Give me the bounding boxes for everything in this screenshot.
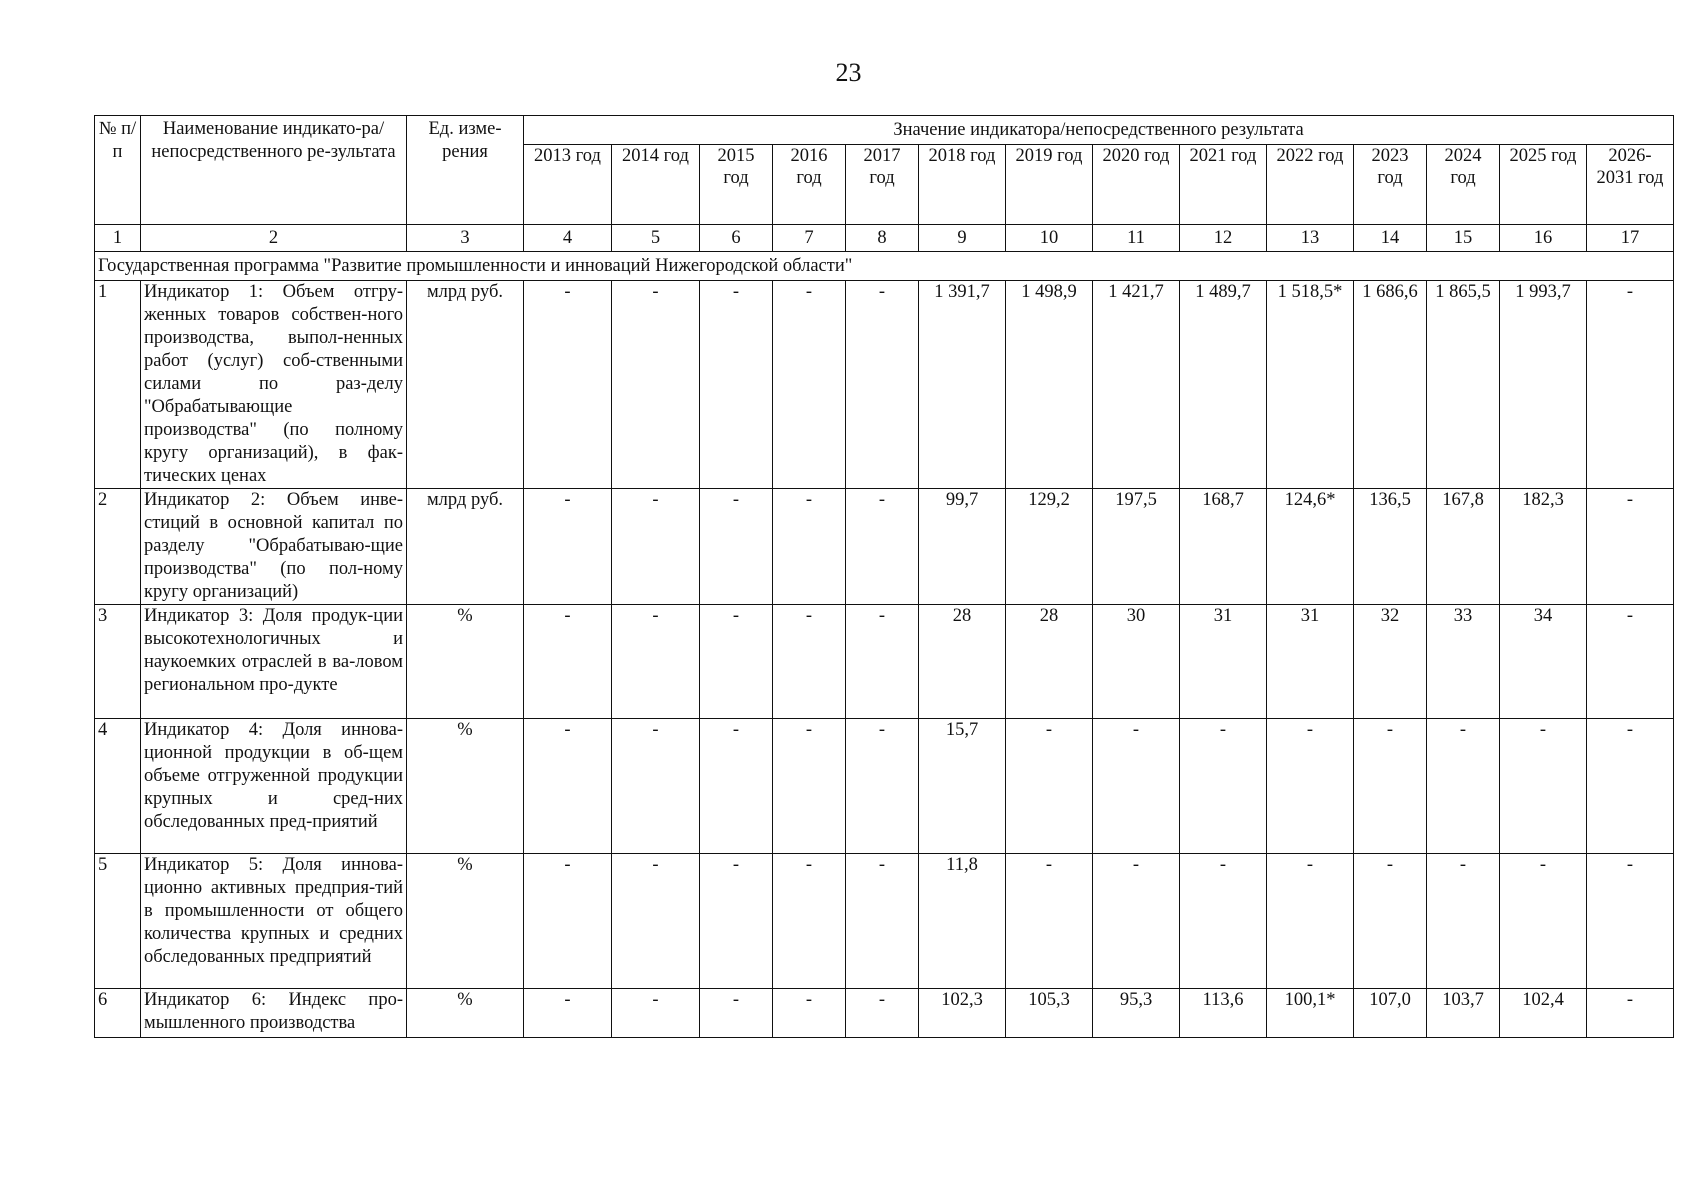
header-year: 2014 год xyxy=(612,145,700,225)
header-year: 2015 год xyxy=(700,145,773,225)
header-year: 2017 год xyxy=(846,145,919,225)
row-number: 2 xyxy=(95,489,141,605)
unit-cell: % xyxy=(407,605,524,719)
column-number: 3 xyxy=(407,225,524,252)
value-cell: - xyxy=(1587,719,1674,854)
value-cell: - xyxy=(1587,605,1674,719)
value-cell: - xyxy=(1006,719,1093,854)
indicator-name: Индикатор 1: Объем отгру-женных товаров собствен-ного производства, выпол-ненных работ (услуг) соб-ственными силами по раз-делу "Обрабатывающие производства" (по полному кругу организаций), в фак-тических ценах xyxy=(141,281,407,489)
column-number: 4 xyxy=(524,225,612,252)
value-cell: 197,5 xyxy=(1093,489,1180,605)
value-cell: 30 xyxy=(1093,605,1180,719)
value-cell: - xyxy=(773,605,846,719)
table-row xyxy=(95,281,1674,489)
column-number: 2 xyxy=(141,225,407,252)
row-number: 4 xyxy=(95,719,141,854)
value-cell: - xyxy=(846,605,919,719)
value-cell: - xyxy=(1500,719,1587,854)
indicators-table xyxy=(94,115,1674,1038)
row-number: 6 xyxy=(95,989,141,1038)
value-cell: - xyxy=(524,489,612,605)
column-number: 11 xyxy=(1093,225,1180,252)
value-cell: 15,7 xyxy=(919,719,1006,854)
value-cell: 32 xyxy=(1354,605,1427,719)
value-cell: 28 xyxy=(919,605,1006,719)
header-year: 2019 год xyxy=(1006,145,1093,225)
value-cell: - xyxy=(1006,854,1093,989)
value-cell: - xyxy=(1093,854,1180,989)
header-year: 2021 год xyxy=(1180,145,1267,225)
value-cell: - xyxy=(1587,489,1674,605)
value-cell: - xyxy=(612,489,700,605)
value-cell: - xyxy=(773,854,846,989)
column-number: 14 xyxy=(1354,225,1427,252)
unit-cell: % xyxy=(407,989,524,1038)
column-number: 17 xyxy=(1587,225,1674,252)
header-year: 2018 год xyxy=(919,145,1006,225)
value-cell: - xyxy=(846,989,919,1038)
indicator-name: Индикатор 5: Доля иннова-ционно активных предприя-тий в промышленности от общего количества крупных и средних обследованных предприятий xyxy=(141,854,407,989)
header-year: 2026-2031 год xyxy=(1587,145,1674,225)
value-cell: 11,8 xyxy=(919,854,1006,989)
unit-cell: % xyxy=(407,719,524,854)
value-cell: 129,2 xyxy=(1006,489,1093,605)
header-year: 2025 год xyxy=(1500,145,1587,225)
value-cell: - xyxy=(612,281,700,489)
table-row xyxy=(95,989,1674,1038)
header-year: 2023 год xyxy=(1354,145,1427,225)
header-year: 2016 год xyxy=(773,145,846,225)
value-cell: - xyxy=(700,605,773,719)
column-number: 5 xyxy=(612,225,700,252)
unit-cell: млрд руб. xyxy=(407,489,524,605)
header-name: Наименование индикато-ра/непосредственного ре-зультата xyxy=(141,116,407,225)
value-cell: 99,7 xyxy=(919,489,1006,605)
value-cell: - xyxy=(1354,854,1427,989)
value-cell: - xyxy=(524,989,612,1038)
value-cell: 1 686,6 xyxy=(1354,281,1427,489)
value-cell: - xyxy=(1093,719,1180,854)
value-cell: 1 498,9 xyxy=(1006,281,1093,489)
value-cell: 31 xyxy=(1267,605,1354,719)
value-cell: 95,3 xyxy=(1093,989,1180,1038)
value-cell: 113,6 xyxy=(1180,989,1267,1038)
value-cell: - xyxy=(1267,854,1354,989)
indicator-name: Индикатор 3: Доля продук-ции высокотехнологичных и наукоемких отраслей в ва-ловом региональном про-дукте xyxy=(141,605,407,719)
value-cell: 100,1* xyxy=(1267,989,1354,1038)
table-body xyxy=(95,252,1674,1038)
value-cell: - xyxy=(700,719,773,854)
table-row xyxy=(95,489,1674,605)
value-cell: - xyxy=(1587,281,1674,489)
value-cell: 102,4 xyxy=(1500,989,1587,1038)
value-cell: - xyxy=(1180,719,1267,854)
value-cell: 124,6* xyxy=(1267,489,1354,605)
page-number: 23 xyxy=(835,58,862,87)
header-year: 2013 год xyxy=(524,145,612,225)
value-cell: - xyxy=(612,605,700,719)
value-cell: 103,7 xyxy=(1427,989,1500,1038)
row-number: 3 xyxy=(95,605,141,719)
column-number: 8 xyxy=(846,225,919,252)
value-cell: - xyxy=(1427,854,1500,989)
value-cell: 31 xyxy=(1180,605,1267,719)
table-header xyxy=(95,116,1674,252)
value-cell: - xyxy=(846,854,919,989)
header-no: № п/п xyxy=(95,116,141,225)
value-cell: - xyxy=(612,719,700,854)
header-year: 2022 год xyxy=(1267,145,1354,225)
table-row xyxy=(95,605,1674,719)
value-cell: 1 421,7 xyxy=(1093,281,1180,489)
column-number: 13 xyxy=(1267,225,1354,252)
value-cell: 107,0 xyxy=(1354,989,1427,1038)
value-cell: - xyxy=(524,854,612,989)
column-number: 15 xyxy=(1427,225,1500,252)
column-number: 12 xyxy=(1180,225,1267,252)
value-cell: - xyxy=(846,281,919,489)
value-cell: - xyxy=(612,854,700,989)
value-cell: - xyxy=(524,281,612,489)
indicator-name: Индикатор 4: Доля иннова-ционной продукции в об-щем объеме отгруженной продукции крупных и сред-них обследованных пред-приятий xyxy=(141,719,407,854)
value-cell: - xyxy=(700,854,773,989)
value-cell: 28 xyxy=(1006,605,1093,719)
column-number: 16 xyxy=(1500,225,1587,252)
header-unit: Ед. изме-рения xyxy=(407,116,524,225)
row-number: 5 xyxy=(95,854,141,989)
value-cell: - xyxy=(524,719,612,854)
value-cell: - xyxy=(1427,719,1500,854)
value-cell: 1 518,5* xyxy=(1267,281,1354,489)
column-number: 7 xyxy=(773,225,846,252)
value-cell: - xyxy=(773,489,846,605)
value-cell: 168,7 xyxy=(1180,489,1267,605)
value-cell: - xyxy=(1180,854,1267,989)
header-values-group: Значение индикатора/непосредственного результата xyxy=(524,116,1674,145)
table-row xyxy=(95,719,1674,854)
indicator-name: Индикатор 2: Объем инве-стиций в основной капитал по разделу "Обрабатываю-щие производства" (по пол-ному кругу организаций) xyxy=(141,489,407,605)
value-cell: 34 xyxy=(1500,605,1587,719)
value-cell: 167,8 xyxy=(1427,489,1500,605)
value-cell: 1 865,5 xyxy=(1427,281,1500,489)
header-year: 2020 год xyxy=(1093,145,1180,225)
column-number: 1 xyxy=(95,225,141,252)
section-title: Государственная программа "Развитие промышленности и инноваций Нижегородской области" xyxy=(95,252,1674,281)
value-cell: 1 391,7 xyxy=(919,281,1006,489)
column-number: 9 xyxy=(919,225,1006,252)
value-cell: - xyxy=(1354,719,1427,854)
value-cell: 33 xyxy=(1427,605,1500,719)
value-cell: - xyxy=(700,489,773,605)
indicator-name: Индикатор 6: Индекс про-мышленного производства xyxy=(141,989,407,1038)
value-cell: 102,3 xyxy=(919,989,1006,1038)
value-cell: - xyxy=(700,281,773,489)
section-row xyxy=(95,252,1674,281)
value-cell: - xyxy=(773,719,846,854)
value-cell: - xyxy=(773,989,846,1038)
row-number: 1 xyxy=(95,281,141,489)
value-cell: 105,3 xyxy=(1006,989,1093,1038)
value-cell: - xyxy=(1500,854,1587,989)
value-cell: - xyxy=(700,989,773,1038)
value-cell: - xyxy=(846,489,919,605)
header-year: 2024 год xyxy=(1427,145,1500,225)
value-cell: - xyxy=(846,719,919,854)
value-cell: 1 489,7 xyxy=(1180,281,1267,489)
value-cell: - xyxy=(612,989,700,1038)
unit-cell: % xyxy=(407,854,524,989)
value-cell: 1 993,7 xyxy=(1500,281,1587,489)
value-cell: 136,5 xyxy=(1354,489,1427,605)
value-cell: - xyxy=(1267,719,1354,854)
column-number: 10 xyxy=(1006,225,1093,252)
column-numbers-row xyxy=(95,225,1674,252)
column-number: 6 xyxy=(700,225,773,252)
table-row xyxy=(95,854,1674,989)
value-cell: - xyxy=(773,281,846,489)
value-cell: - xyxy=(1587,989,1674,1038)
value-cell: - xyxy=(524,605,612,719)
value-cell: 182,3 xyxy=(1500,489,1587,605)
value-cell: - xyxy=(1587,854,1674,989)
unit-cell: млрд руб. xyxy=(407,281,524,489)
